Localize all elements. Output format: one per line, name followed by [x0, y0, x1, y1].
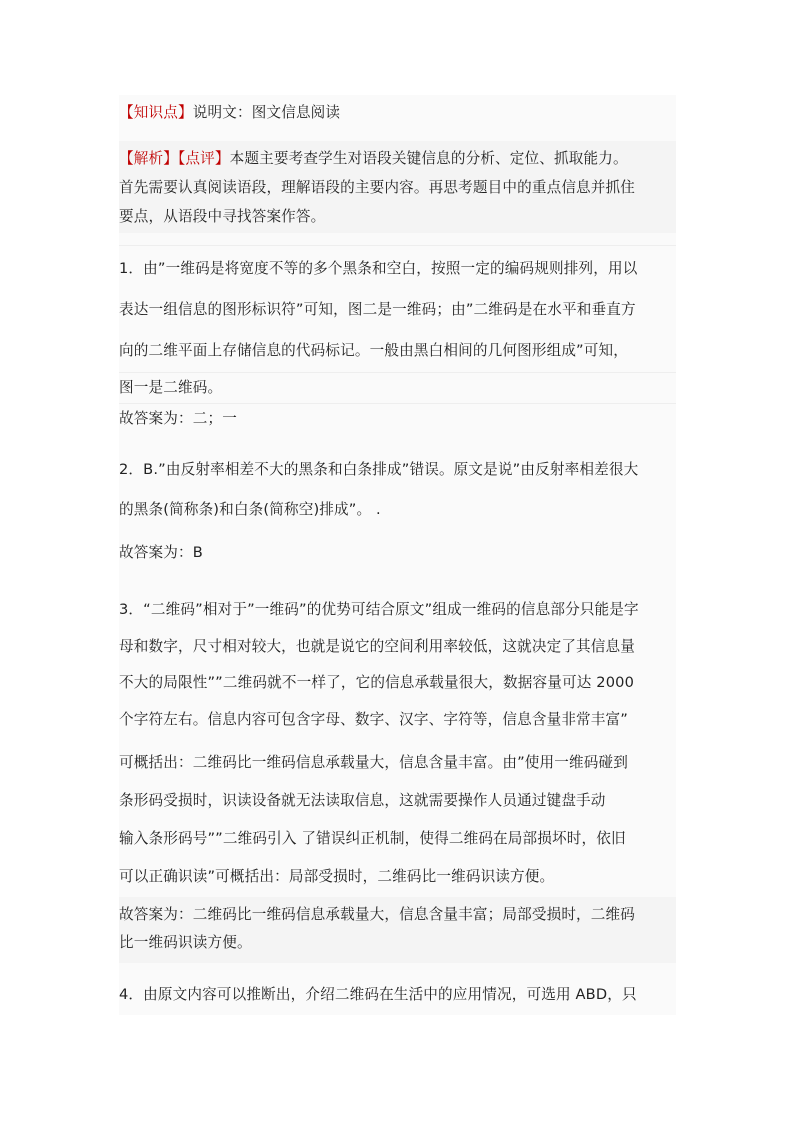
q3-answer-1: 故答案为：二维码比一维码信息承载量大，信息含量丰富；局部受损时，二维码 — [119, 906, 636, 923]
divider — [119, 245, 676, 246]
q1-line-3: 向的二维平面上存储信息的代码标记。一般由黑白相间的几何图形组成”可知， — [119, 342, 629, 359]
q3-line-2: 母和数字，尺寸相对较大，也就是说它的空间利用率较低，这就决定了其信息量 — [119, 638, 636, 655]
analysis-text-1: 本题主要考查学生对语段关键信息的分析、定位、抓取能力。 — [229, 150, 628, 167]
q3-line-8: 可以正确识读”可概括出：局部受损时，二维码比一维码识读方便。 — [119, 868, 555, 885]
q1-line-2: 表达一组信息的图形标识符”可知，图二是一维码；由”二维码是在水平和垂直方 — [119, 301, 636, 318]
q4-line-1: 4．由原文内容可以推断出，介绍二维码在生活中的应用情况，可选用 ABD，只 — [119, 986, 637, 1003]
q3-answer-2: 比一维码识读方便。 — [119, 934, 252, 951]
knowledge-line — [119, 103, 676, 123]
analysis-line-2: 首先需要认真阅读语段，理解语段的主要内容。再思考题目中的重点信息并抓住 — [119, 179, 636, 196]
divider — [119, 403, 676, 404]
q3-line-4: 个字符左右。信息内容可包含字母、数字、汉字、字符等，信息含量非常丰富” — [119, 711, 629, 728]
q2-line-2: 的黑条(简称条)和白条(简称空)排成”。 . — [119, 501, 381, 518]
q3-line-6: 条形码受损时，识读设备就无法读取信息，这就需要操作人员通过键盘手动 — [119, 792, 606, 809]
analysis-line-1 — [119, 149, 676, 169]
analysis-tag: 【解析】 — [119, 150, 178, 167]
document-page — [119, 95, 676, 1015]
q2-answer: 故答案为：B — [119, 544, 203, 561]
q3-line-7: 输入条形码号””二维码引入 了错误纠正机制，使得二维码在局部损坏时，依旧 — [119, 830, 626, 847]
q1-line-4: 图一是二维码。 — [119, 379, 223, 396]
divider — [119, 372, 676, 373]
q3-line-5: 可概括出：二维码比一维码信息承载量大，信息含量丰富。由”使用一维码碰到 — [119, 754, 629, 771]
knowledge-text: 说明文：图文信息阅读 — [192, 104, 341, 121]
q3-line-1: 3．“二维码”相对于”一维码”的优势可结合原文”组成一维码的信息部分只能是字 — [119, 601, 639, 618]
analysis-line-3: 要点，从语段中寻找答案作答。 — [119, 208, 326, 225]
knowledge-tag: 【知识点】 — [119, 104, 193, 121]
q1-answer: 故答案为：二；一 — [119, 410, 237, 427]
q2-line-1: 2．B.”由反射率相差不大的黑条和白条排成”错误。原文是说”由反射率相差很大 — [119, 461, 639, 478]
review-tag: 【点评】 — [177, 150, 230, 167]
q3-line-3: 不大的局限性””二维码就不一样了，它的信息承载量很大，数据容量可达 2000 — [119, 674, 635, 691]
q1-line-1: 1．由”一维码是将宽度不等的多个黑条和空白，按照一定的编码规则排列，用以 — [119, 260, 638, 277]
